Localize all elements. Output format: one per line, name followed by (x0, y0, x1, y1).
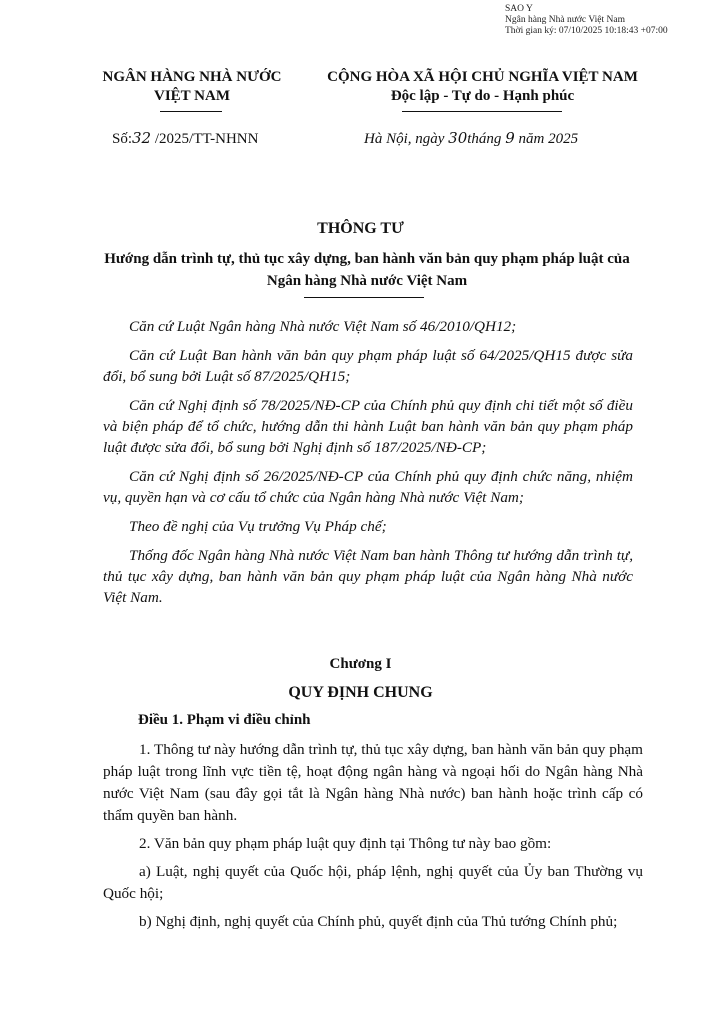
document-title: THÔNG TƯ (317, 220, 404, 237)
subtitle-underline (304, 297, 424, 298)
stamp-line-1: SAO Y (505, 4, 533, 14)
article-heading: Điều 1. Phạm vi điều chỉnh (138, 712, 311, 728)
chapter-number: Chương I (329, 656, 392, 672)
preamble-paragraph: Căn cứ Luật Ban hành văn bản quy phạm pháp luật số 64/2025/QH15 được sửa đổi, bổ sung bởi Luật số 87/2025/QH15; (103, 347, 633, 385)
preamble (103, 316, 633, 616)
national-motto: Độc lập - Tự do - Hạnh phúc (390, 88, 575, 104)
preamble-paragraph: Căn cứ Nghị định số 26/2025/NĐ-CP của Chính phủ quy định chức năng, nhiệm vụ, quyền hạn và cơ cấu tổ chức của Ngân hàng Nhà nước Việt Nam; (103, 468, 633, 506)
motto-underline (402, 111, 562, 112)
body-paragraph: 2. Văn bản quy phạm pháp luật quy định tại Thông tư này bao gồm: (139, 835, 552, 852)
country-name: CỘNG HÒA XÃ HỘI CHỦ NGHĨA VIỆT NAM (327, 69, 638, 85)
national-heading (305, 68, 660, 106)
document-subtitle: Hướng dẫn trình tự, thủ tục xây dựng, ban hành văn bản quy phạm pháp luật của Ngân hàng Nhà nước Việt Nam (104, 251, 630, 289)
preamble-paragraph: Thống đốc Ngân hàng Nhà nước Việt Nam ban hành Thông tư hướng dẫn trình tự, thủ tục xây dựng, ban hành văn bản quy phạm pháp luật của Ngân hàng Nhà nước Việt Nam. (103, 547, 633, 606)
digital-signature-stamp (505, 4, 668, 37)
doc-number-prefix: Số: (112, 131, 133, 147)
issuing-agency (92, 68, 292, 106)
place-prefix: Hà Nội, ngày (364, 131, 445, 147)
agency-line-2: VIỆT NAM (154, 88, 230, 104)
doc-number-handwritten: 32 (132, 129, 152, 147)
month-handwritten: 9 (505, 129, 515, 147)
article-body (103, 739, 643, 939)
body-paragraph: 1. Thông tư này hướng dẫn trình tự, thủ tục xây dựng, ban hành văn bản quy phạm pháp luật trong lĩnh vực tiền tệ, hoạt động ngân hàng và ngoại hối do Ngân hàng Nhà nước Việt Nam (sau đây gọi tắt là Ngân hàng Nhà nước) ban hành hoặc trình cấp có thẩm quyền ban hành. (103, 741, 643, 824)
year-label: năm 2025 (518, 131, 579, 147)
month-label: tháng (467, 131, 502, 147)
preamble-paragraph: Căn cứ Nghị định số 78/2025/NĐ-CP của Chính phủ quy định chi tiết một số điều và biện pháp để tổ chức, hướng dẫn thi hành Luật ban hành văn bản quy phạm pháp luật được sửa đổi, bổ sung bởi Nghị định số 187/2025/NĐ-CP; (103, 397, 633, 456)
doc-number-suffix: /2025/TT-NHNN (154, 131, 259, 147)
body-paragraph: b) Nghị định, nghị quyết của Chính phủ, quyết định của Thủ tướng Chính phủ; (139, 913, 618, 930)
day-handwritten: 30 (448, 129, 468, 147)
agency-underline (160, 111, 222, 112)
stamp-line-2: Ngân hàng Nhà nước Việt Nam (505, 15, 625, 25)
document-number (112, 129, 258, 148)
preamble-paragraph: Căn cứ Luật Ngân hàng Nhà nước Việt Nam số 46/2010/QH12; (129, 318, 517, 335)
preamble-paragraph: Theo đề nghị của Vụ trưởng Vụ Pháp chế; (129, 518, 387, 535)
chapter-title: QUY ĐỊNH CHUNG (288, 684, 433, 701)
place-and-date (364, 129, 578, 148)
agency-line-1: NGÂN HÀNG NHÀ NƯỚC (102, 69, 282, 85)
body-paragraph: a) Luật, nghị quyết của Quốc hội, pháp lệnh, nghị quyết của Ủy ban Thường vụ Quốc hội; (103, 863, 643, 902)
stamp-line-3: Thời gian ký: 07/10/2025 10:18:43 +07:00 (505, 26, 668, 36)
